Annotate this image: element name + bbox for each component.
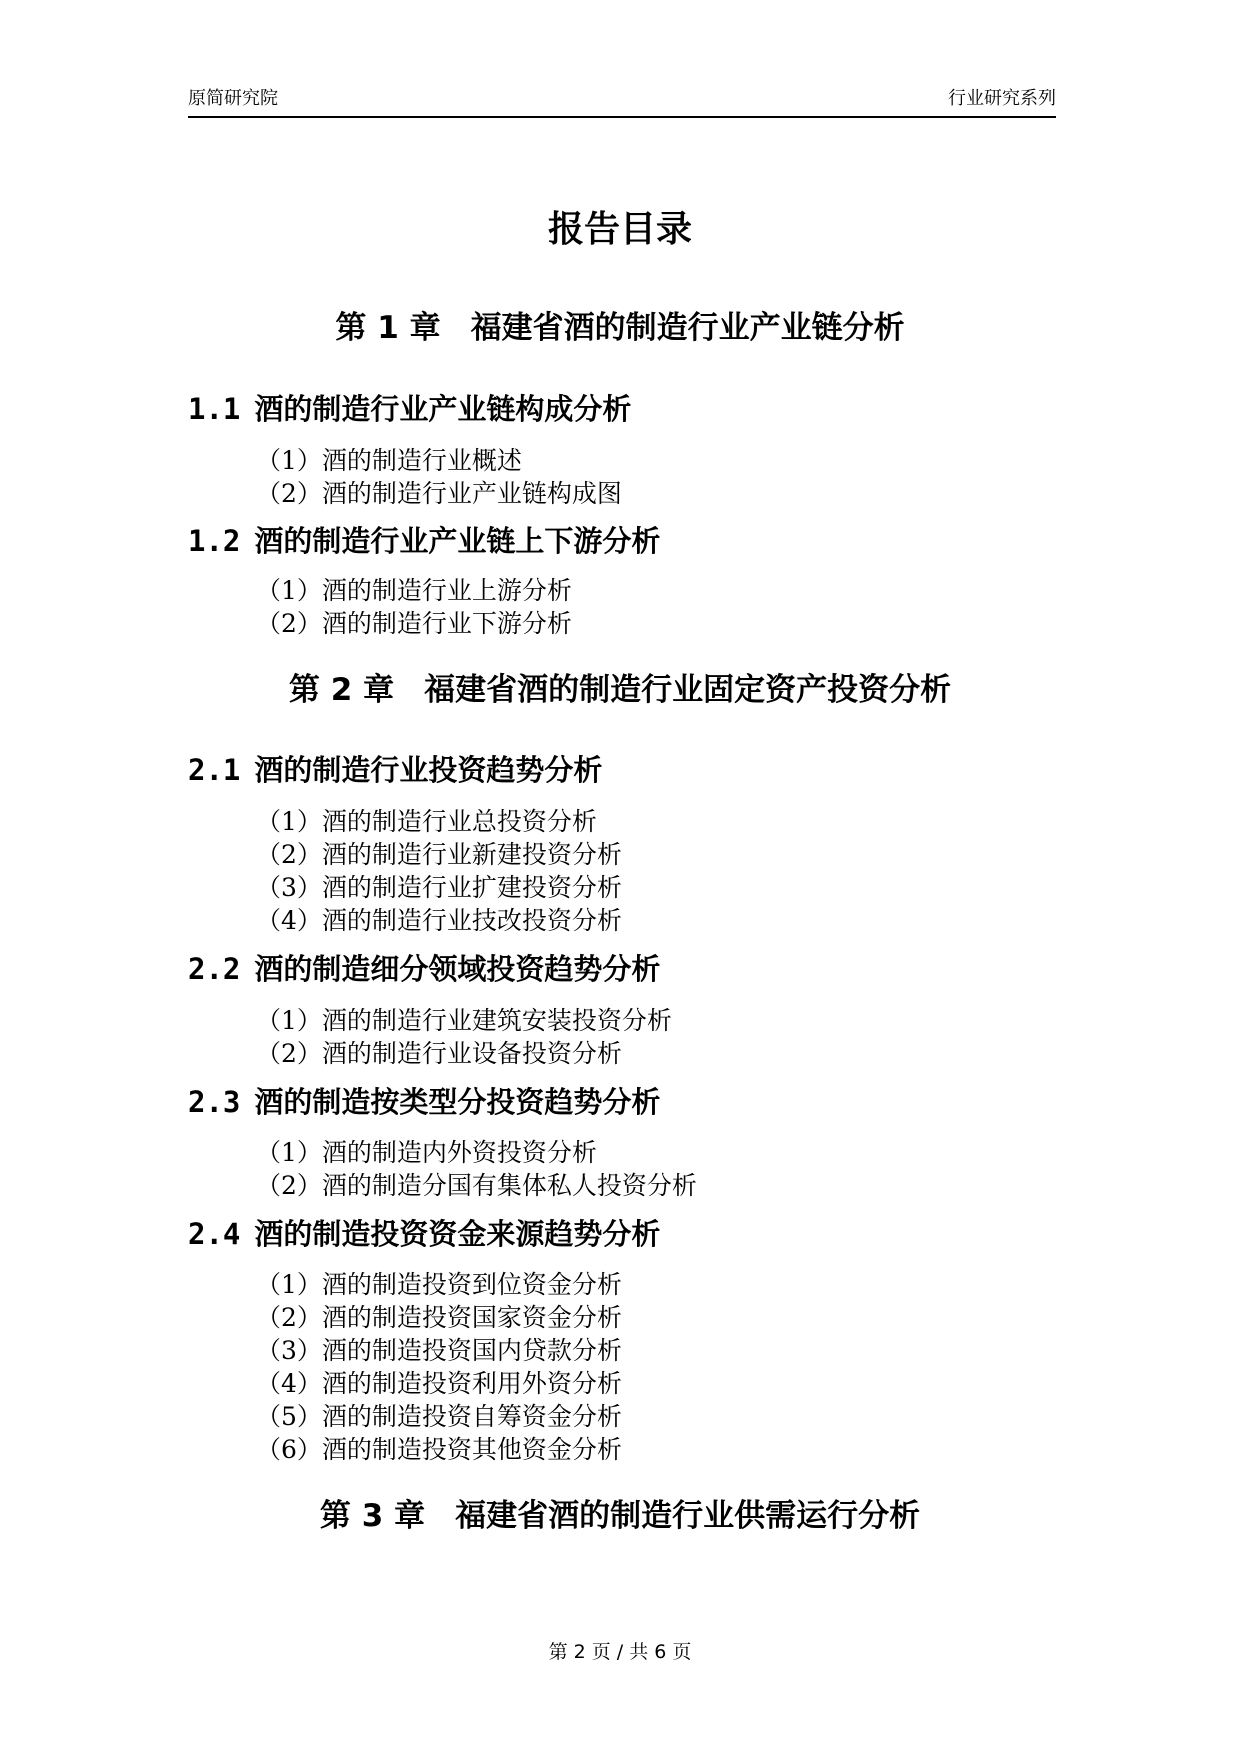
chapter-2-heading xyxy=(0,670,1240,710)
section-2-1-heading xyxy=(188,751,602,789)
toc-item: （1）酒的制造内外资投资分析 xyxy=(256,1138,597,1167)
header-series: 行业研究系列 xyxy=(948,88,1056,109)
page-header xyxy=(188,86,1056,118)
section-1-2-heading xyxy=(188,522,660,560)
toc-item: （1）酒的制造行业概述 xyxy=(256,446,522,475)
toc-item: （6）酒的制造投资其他资金分析 xyxy=(256,1435,622,1464)
toc-item: （2）酒的制造行业产业链构成图 xyxy=(256,479,622,508)
toc-item: （1）酒的制造行业总投资分析 xyxy=(256,807,597,836)
section-title: 酒的制造行业产业链上下游分析 xyxy=(254,524,661,558)
report-title: 报告目录 xyxy=(547,209,692,250)
toc-item: （2）酒的制造投资国家资金分析 xyxy=(256,1303,622,1332)
chapter-title: 福建省酒的制造行业供需运行分析 xyxy=(455,1498,921,1534)
chapter-title: 福建省酒的制造行业产业链分析 xyxy=(470,310,905,346)
toc-item: （1）酒的制造投资到位资金分析 xyxy=(256,1270,622,1299)
chapter-1-heading xyxy=(0,308,1240,348)
section-number: 2.2 xyxy=(188,952,241,986)
section-number: 1.1 xyxy=(188,392,241,426)
chapter-title: 福建省酒的制造行业固定资产投资分析 xyxy=(424,672,952,708)
chapter-3-heading xyxy=(0,1496,1240,1536)
section-number: 2.3 xyxy=(188,1085,241,1119)
page-number-footer: 第 2 页 / 共 6 页 xyxy=(548,1641,692,1663)
section-title: 酒的制造按类型分投资趋势分析 xyxy=(254,1085,661,1119)
section-number: 1.2 xyxy=(188,524,241,558)
chapter-number: 第 3 章 xyxy=(319,1498,426,1534)
section-title: 酒的制造投资资金来源趋势分析 xyxy=(254,1217,661,1251)
toc-item: （3）酒的制造投资国内贷款分析 xyxy=(256,1336,622,1365)
toc-item: （4）酒的制造投资利用外资分析 xyxy=(256,1369,622,1398)
section-title: 酒的制造行业产业链构成分析 xyxy=(254,392,632,426)
section-1-1-heading xyxy=(188,390,631,428)
toc-item: （1）酒的制造行业上游分析 xyxy=(256,576,572,605)
section-number: 2.1 xyxy=(188,753,241,787)
toc-item: （2）酒的制造行业新建投资分析 xyxy=(256,840,622,869)
toc-item: （3）酒的制造行业扩建投资分析 xyxy=(256,873,622,902)
toc-item: （1）酒的制造行业建筑安装投资分析 xyxy=(256,1006,672,1035)
section-2-3-heading xyxy=(188,1083,660,1121)
toc-item: （2）酒的制造行业下游分析 xyxy=(256,609,572,638)
section-number: 2.4 xyxy=(188,1217,241,1251)
toc-item: （5）酒的制造投资自筹资金分析 xyxy=(256,1402,622,1431)
section-2-2-heading xyxy=(188,950,660,988)
section-title: 酒的制造细分领域投资趋势分析 xyxy=(254,952,661,986)
toc-item: （2）酒的制造行业设备投资分析 xyxy=(256,1039,622,1068)
section-2-4-heading xyxy=(188,1215,660,1253)
toc-item: （2）酒的制造分国有集体私人投资分析 xyxy=(256,1171,697,1200)
section-title: 酒的制造行业投资趋势分析 xyxy=(254,753,603,787)
toc-item: （4）酒的制造行业技改投资分析 xyxy=(256,906,622,935)
header-publisher: 原简研究院 xyxy=(188,88,278,109)
chapter-number: 第 2 章 xyxy=(288,672,395,708)
chapter-number: 第 1 章 xyxy=(335,310,441,346)
